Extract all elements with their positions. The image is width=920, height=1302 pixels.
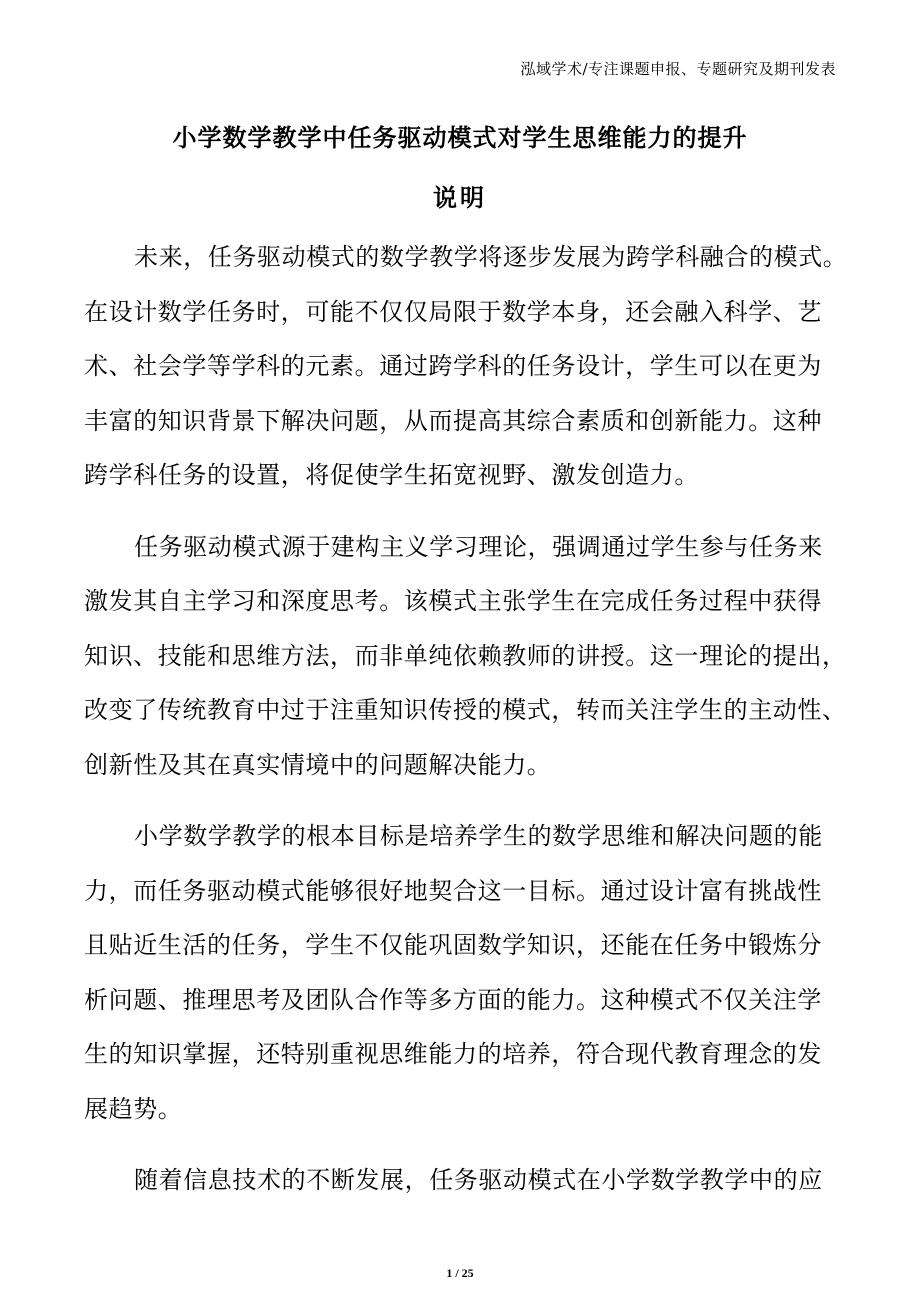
header-note: 泓域学术/专注课题申报、专题研究及期刊发表 xyxy=(520,60,836,78)
text-line: 改变了传统教育中过于注重知识传授的模式，转而关注学生的主动性、 xyxy=(84,696,847,724)
body-text xyxy=(84,230,848,1225)
text-line: 小学数学教学的根本目标是培养学生的数学思维和解决问题的能 xyxy=(134,822,823,850)
text-line: 且贴近生活的任务，学生不仅能巩固数学知识，还能在任务中锻炼分 xyxy=(84,931,822,959)
text-line: 丰富的知识背景下解决问题，从而提高其综合素质和创新能力。这种 xyxy=(84,406,822,435)
text-line: 未来，任务驱动模式的数学教学将逐步发展为跨学科融合的模式。 xyxy=(134,243,848,271)
text-line: 术、社会学等学科的元素。通过跨学科的任务设计，学生可以在更为 xyxy=(84,352,822,380)
paragraph xyxy=(84,809,844,1136)
paragraph xyxy=(84,520,847,793)
text-line: 生的知识掌握，还特别重视思维能力的培养，符合现代教育理念的发 xyxy=(84,1040,822,1068)
page-number: 1 / 25 xyxy=(446,1266,474,1280)
text-line: 任务驱动模式源于建构主义学习理论，强调通过学生参与任务来 xyxy=(134,532,823,561)
text-line: 创新性及其在真实情境中的问题解决能力。 xyxy=(84,750,552,779)
text-line: 展趋势。 xyxy=(84,1094,183,1123)
document-title: 小学数学教学中任务驱动模式对学生思维能力的提升 xyxy=(172,123,748,152)
text-line: 在设计数学任务时，可能不仅仅局限于数学本身，还会融入科学、艺 xyxy=(84,297,822,326)
paragraph xyxy=(84,1153,844,1208)
text-line: 知识、技能和思维方法，而非单纯依赖教师的讲授。这一理论的提出， xyxy=(84,641,847,670)
section-heading: 说明 xyxy=(433,183,487,212)
text-line: 跨学科任务的设置，将促使学生拓宽视野、激发创造力。 xyxy=(84,461,699,489)
text-line: 激发其自主学习和深度思考。该模式主张学生在完成任务过程中获得 xyxy=(84,587,822,615)
text-line: 随着信息技术的不断发展，任务驱动模式在小学数学教学中的应 xyxy=(134,1166,823,1194)
text-line: 力，而任务驱动模式能够很好地契合这一目标。通过设计富有挑战性 xyxy=(84,876,822,905)
paragraph xyxy=(84,230,848,503)
text-line: 析问题、推理思考及团队合作等多方面的能力。这种模式不仅关注学 xyxy=(84,985,822,1014)
